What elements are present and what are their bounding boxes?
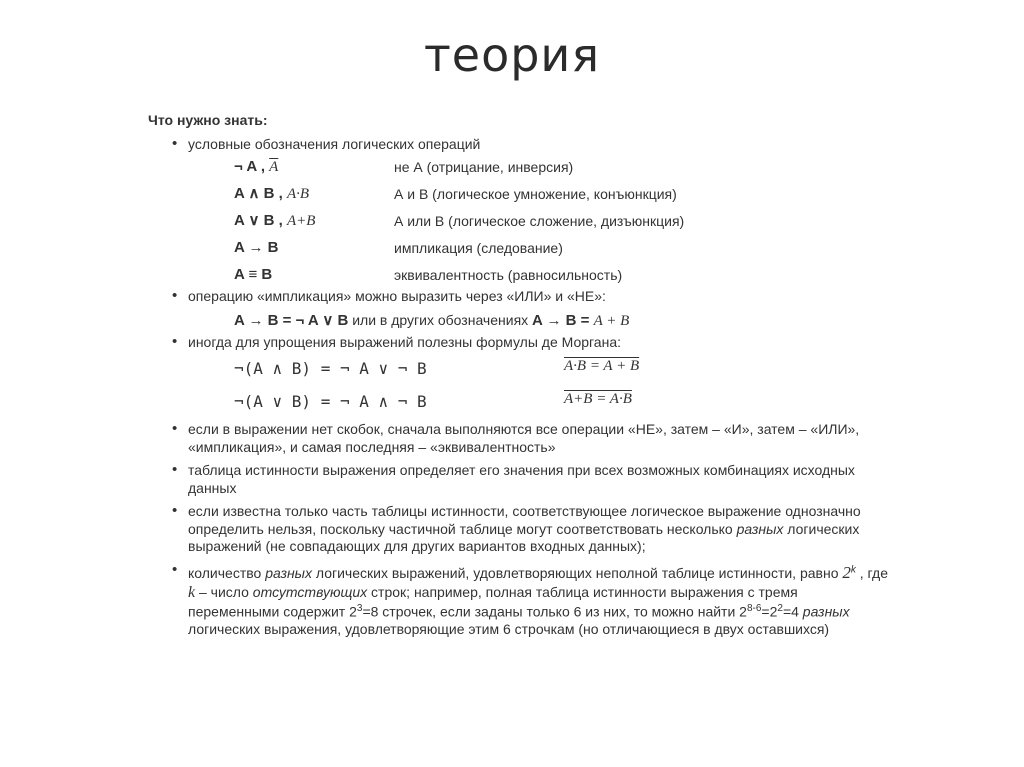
bullet-text: операцию «импликация» можно выразить через «ИЛИ» и «НЕ»: (188, 288, 606, 304)
op-symbol: A → B (234, 239, 279, 256)
bullet-truth-table (148, 462, 888, 497)
formula-text: A → B = ¬ A ∨ B (234, 311, 349, 329)
op-desc: А и В (логическое умножение, конъюнкция) (394, 186, 677, 202)
bullet-implication (148, 288, 888, 306)
op-symbol: A ∧ B , A·B (234, 185, 310, 202)
bullet-text: иногда для упрощения выражений полезны формулы де Моргана: (188, 333, 622, 350)
op-desc: не А (отрицание, инверсия) (394, 159, 574, 175)
demorgan-row (148, 384, 888, 417)
implication-formula (148, 306, 888, 334)
page-title: теория (423, 28, 600, 82)
op-row (148, 153, 888, 180)
op-alt: A·B (286, 186, 310, 202)
bullet-text: если в выражении нет скобок, сначала выполняются все операции «НЕ», затем – «И», затем – «ИЛИ», «импликация», и самая последняя – «эквивалентность» (188, 421, 860, 455)
section-heading: Что нужно знать: (148, 112, 268, 128)
op-symbol: ¬ A , $\overline{A}$ (234, 158, 279, 175)
bullet-notation (148, 136, 888, 154)
op-desc: импликация (следование) (394, 240, 563, 256)
op-row (148, 207, 888, 234)
bullet-text: условные обозначения логических операций (188, 135, 481, 152)
op-desc: эквивалентность (равносильность) (394, 267, 623, 283)
bullet-text: таблица истинности выражения определяет его значения при всех возможных комбинациях исходных данных (188, 462, 855, 496)
demorgan-alt: A·B = A + B (564, 358, 640, 374)
op-row (148, 261, 888, 288)
op-alt: A+B (286, 213, 316, 229)
bullet-partial-table: • если известна только часть таблицы истинности, соответствующее логическое выражение однозначно определить нельзя, поскольку частичной таблице могут соответствовать несколько разных логических выражений (не совпадающих для других вариантов входных данных); (148, 503, 888, 556)
demorgan-alt: A+B = A·B (564, 391, 632, 407)
demorgan-row (148, 351, 888, 384)
document-body (148, 112, 888, 638)
op-row (148, 180, 888, 207)
bullet-precedence (148, 421, 888, 456)
op-alt: $\overline{A}$ (269, 159, 279, 175)
op-desc: А или В (логическое сложение, дизъюнкция) (394, 213, 685, 229)
formula-text: A → B = (532, 311, 594, 329)
operations-list (148, 153, 888, 288)
formula-joiner: или в других обозначениях (348, 311, 533, 328)
op-symbol: A ∨ B , A+B (234, 212, 316, 229)
demorgan-formula: ¬(A ∨ B) = ¬ A ∧ ¬ B (234, 392, 427, 411)
demorgan-formula: ¬(A ∧ B) = ¬ A ∨ ¬ B (234, 359, 427, 378)
bullet-count: • количество разных логических выражений, удовлетворяющих неполной таблице истинности, равно 2$^k$ , где k – число отсутствующих строк; например, полная таблица истинности выражения с тремя переменными содержит $2^3=8$ строчек, если заданы только 6 из них, то можно найти $2^{8-6}=2^2=4$ разных логических выражения, удовлетворяющие этим 6 строчкам (но отличающиеся в двух оставшихся) (148, 562, 888, 639)
bullet-demorgan (148, 334, 888, 352)
formula-alt: A + B (593, 312, 630, 329)
op-symbol: A ≡ B (234, 266, 273, 283)
op-row (148, 234, 888, 261)
